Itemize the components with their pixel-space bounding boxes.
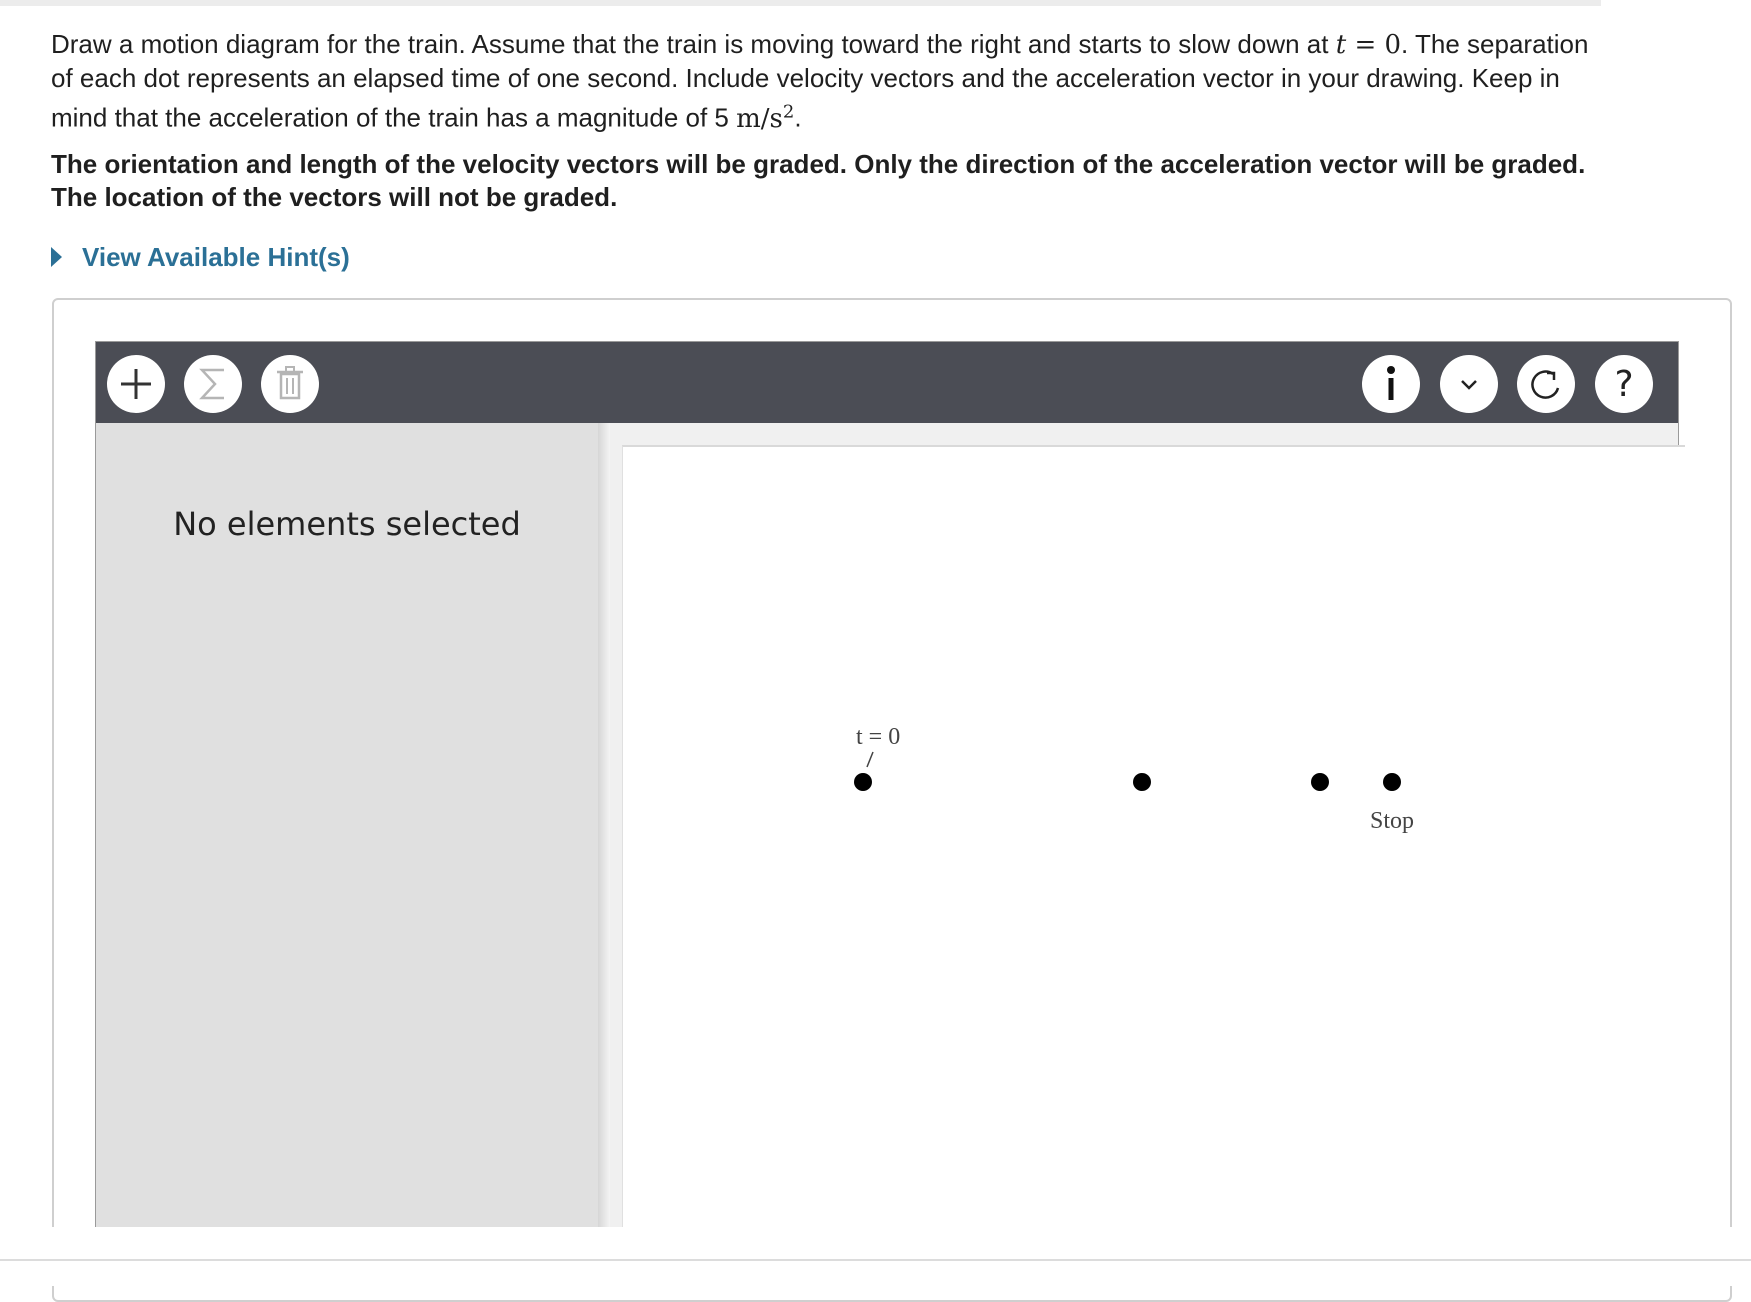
tool-toolbar <box>96 342 1678 423</box>
dot-label-1: t = 0 <box>856 724 901 750</box>
label-pointer-line <box>867 752 873 767</box>
time-equation <box>1336 30 1401 60</box>
info-button[interactable] <box>1362 355 1420 413</box>
top-divider <box>0 0 1601 6</box>
dropdown-button[interactable] <box>1440 355 1498 413</box>
svg-text:?: ? <box>1614 364 1634 405</box>
help-button[interactable] <box>1595 355 1653 413</box>
position-dot-3 <box>1311 773 1329 791</box>
question-part1: Draw a motion diagram for the train. Assume that the train is moving toward the right and starts to slow down at <box>51 29 1336 59</box>
unit-exponent: 2 <box>782 101 795 122</box>
caret-right-icon <box>51 247 62 267</box>
bottom-divider <box>0 1259 1751 1261</box>
add-button[interactable] <box>107 355 165 413</box>
question-part2: . The separation of each dot represents an elapsed time of one second. Include velocity vectors and the acceleration vector in your drawing. Keep in mind that the acceleration of the train has a magnitude of 5 <box>51 29 1589 133</box>
reset-icon <box>1517 355 1575 413</box>
page-bottom <box>0 1227 1751 1286</box>
hint-link-label: View Available Hint(s) <box>82 241 350 272</box>
motion-diagram <box>623 447 1685 1230</box>
panel-divider <box>598 423 610 1228</box>
info-icon <box>1362 355 1420 413</box>
equals-sign: = <box>1354 30 1377 60</box>
unit-text: m/s <box>736 103 783 134</box>
drawing-canvas[interactable] <box>622 445 1685 1230</box>
grading-note: The orientation and length of the velocity vectors will be graded. Only the direction of the acceleration vector will be graded. The location of the vectors will not be graded. <box>51 149 1586 212</box>
reset-button[interactable] <box>1517 355 1575 413</box>
time-variable: t <box>1335 30 1347 60</box>
question-end: . <box>794 102 802 133</box>
trash-icon <box>261 355 319 413</box>
question-text <box>51 28 1611 136</box>
question-icon <box>1595 355 1653 413</box>
plus-icon <box>107 355 165 413</box>
zero-value: 0 <box>1384 30 1402 60</box>
dot-label-4: Stop <box>1369 808 1415 834</box>
canvas-area <box>610 423 1678 1228</box>
acceleration-unit <box>736 101 795 134</box>
delete-button[interactable] <box>261 355 319 413</box>
chevron-down-icon <box>1440 355 1498 413</box>
position-dot-4 <box>1383 773 1401 791</box>
sum-button[interactable] <box>184 355 242 413</box>
view-hints-link[interactable] <box>51 240 350 274</box>
position-dot-1 <box>854 773 872 791</box>
properties-panel <box>96 423 598 1228</box>
position-dot-2 <box>1133 773 1151 791</box>
selection-status: No elements selected <box>173 505 521 543</box>
sigma-icon <box>184 355 242 413</box>
drawing-tool <box>95 341 1679 1229</box>
